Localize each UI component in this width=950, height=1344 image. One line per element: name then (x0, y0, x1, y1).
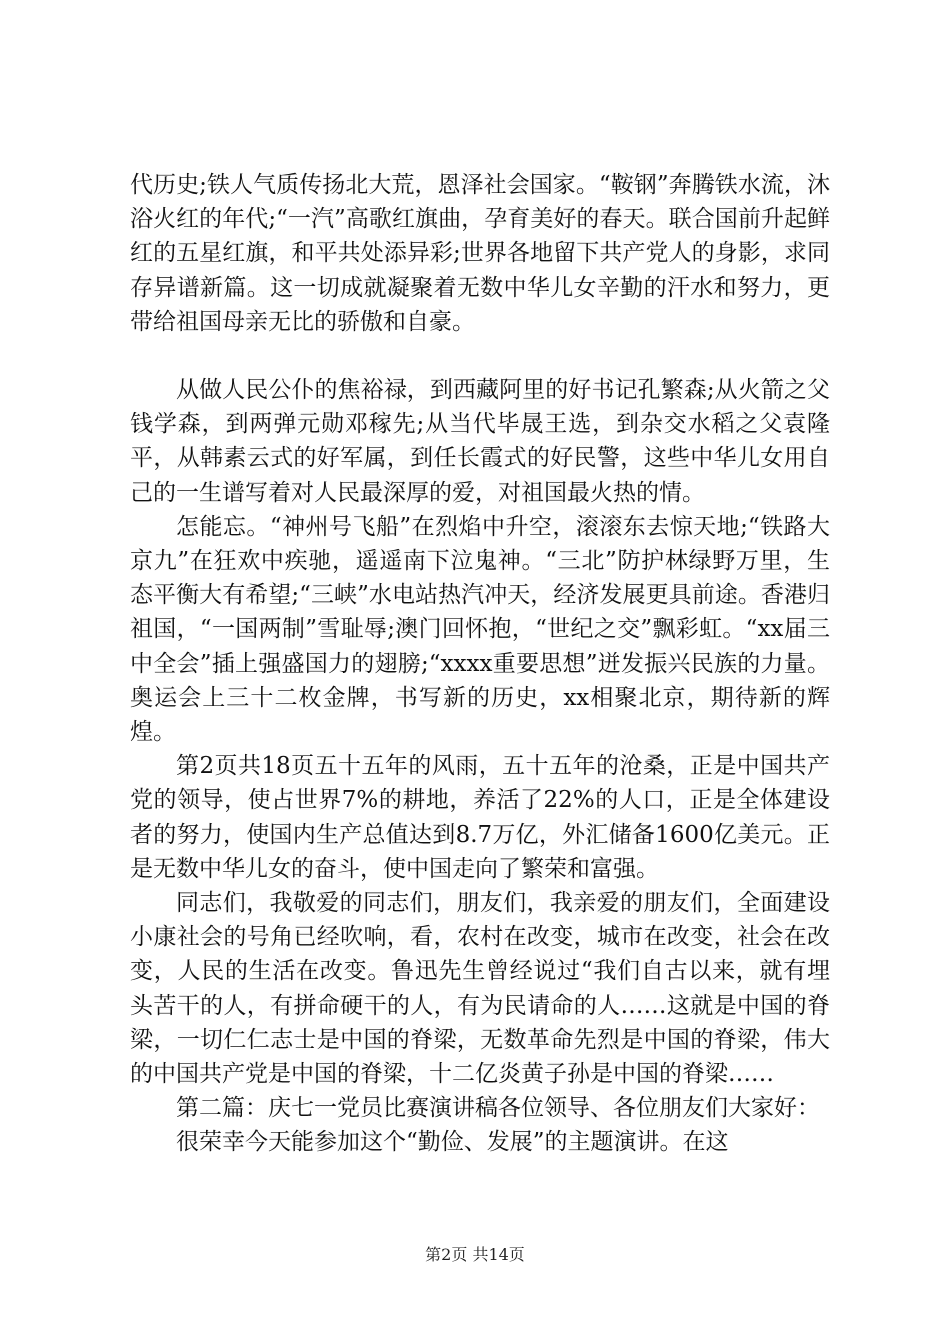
paragraph-7: 很荣幸今天能参加这个“勤俭、发展”的主题演讲。在这 (176, 1129, 729, 1156)
paragraph-1: 代历史;铁人气质传扬北大荒，恩泽社会国家。“鞍钢”奔腾铁水流，沐浴火红的年代;“一汽”高歌红旗曲，孕育美好的春天。联合国前升起鲜红的五星红旗，和平共处添异彩;世界各地留下共产党人的身影，求同存异谱新篇。这一切成就凝聚着无数中华儿女辛勤的汗水和努力，更带给祖国母亲无比的骄傲和自豪。 (130, 172, 830, 335)
paragraph-2: 从做人民公仆的焦裕禄，到西藏阿里的好书记孔繁森;从火箭之父钱学森，到两弹元勋邓稼先;从当代毕晟王选，到杂交水稻之父袁隆平，从韩素云式的好军属，到任长霞式的好民警，这些中华儿女用自己的一生谱写着对人民最深厚的爱，对祖国最火热的情。 (130, 377, 830, 506)
page-footer: 第2页 共14页 (425, 1245, 525, 1264)
paragraph-5: 同志们，我敬爱的同志们，朋友们，我亲爱的朋友们，全面建设小康社会的号角已经吹响，看，农村在改变，城市在改变，社会在改变，人民的生活在改变。鲁迅先生曾经说过“我们自古以来，就有埋头苦干的人，有拼命硬干的人，有为民请命的人……这就是中国的脊梁，一切仁仁志士是中国的脊梁，无数革命先烈是中国的脊梁，伟大的中国共产党是中国的脊梁，十二亿炎黄子孙是中国的脊梁…… (130, 890, 830, 1088)
paragraph-3: 怎能忘。“神州号飞船”在烈焰中升空，滚滚东去惊天地;“铁路大京九”在狂欢中疾驰，遥遥南下泣鬼神。“三北”防护林绿野万里，生态平衡大有希望;“三峡”水电站热汽冲天，经济发展更具前途。香港归祖国，“一国两制”雪耻辱;澳门回怀抱，“世纪之交”飘彩虹。“xx届三中全会”插上强盛国力的翅膀;“xxxx重要思想”迸发振兴民族的力量。奥运会上三十二枚金牌，书写新的历史，xx相聚北京，期待新的辉煌。 (130, 513, 830, 746)
paragraph-6: 第二篇：庆七一党员比赛演讲稿各位领导、各位朋友们大家好： (176, 1095, 820, 1122)
document-body (130, 168, 830, 1160)
paragraph-4: 第2页共18页五十五年的风雨，五十五年的沧桑，正是中国共产党的领导，使占世界7%的耕地，养活了22%的人口，正是全体建设者的努力，使国内生产总值达到8.7万亿，外汇储备1600亿美元。正是无数中华儿女的奋斗，使中国走向了繁荣和富强。 (130, 753, 830, 882)
